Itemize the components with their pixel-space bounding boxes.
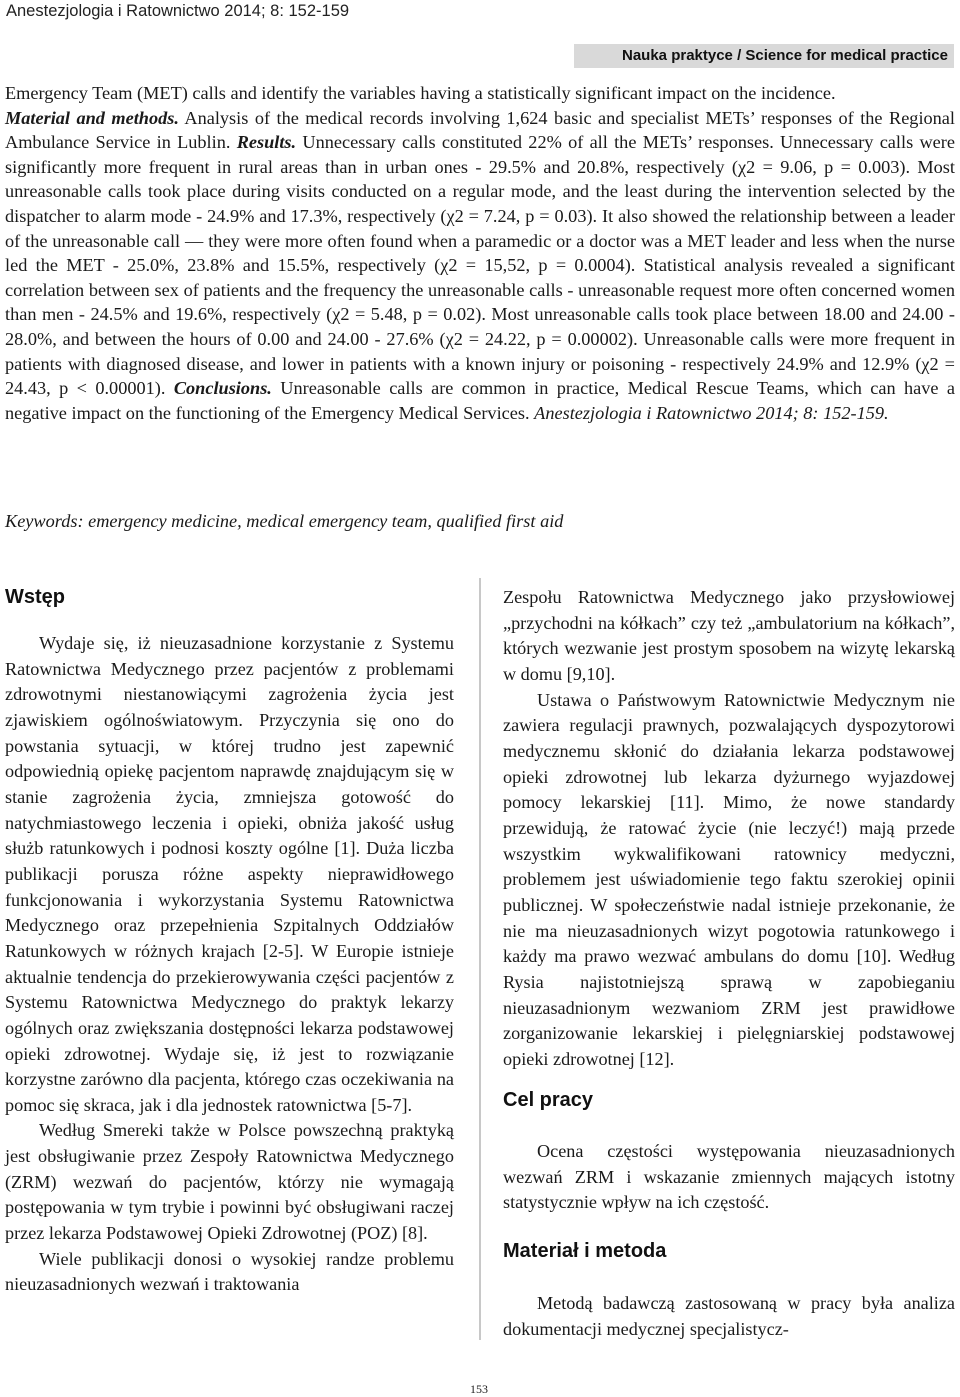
paragraph: Zespołu Ratownictwa Medycznego jako przysłowiowej „przychodni na kółkach” czy też „ambulatorium na kółkach”, których wezwanie jest prostym sposobem na wizytę lekarską w domu [9,10]. — [503, 587, 955, 684]
paragraph: Wydaje się, iż nieuzasadnione korzystanie z Systemu Ratownictwa Medycznego przez pacjentów z problemami zdrowotnymi niestanowiącymi zagrożenia życia jest zjawiskiem ogólnoświatowym. Przyczynia się ono do powstania sytuacji, w której trudno jest zapewnić odpowiednią opiekę pacjentom naprawdę znajdującym się w stanie zagrożenia życia, zmniejsza gotowość do natychmiastowego leczenia i opieki, obniża jakość usług służb ratunkowych i podnosi koszty ogólne [1]. Duża liczba publikacji porusza różne aspekty nieprawidłowego funkcjonowania i wykorzystania Systemu Ratownictwa Medycznego oraz przepełnienia Szpitalnych Oddziałów Ratunkowych w różnych krajach [2-5]. W Europie istnieje aktualnie tendencja do przekierowywania części pacjentów z Systemu Ratownictwa Medycznego do praktyk lekarzy ogólnych oraz zwiększania dostępności lekarza podstawowej opieki zdrowotnej. Wydaje się, iż jest to rozwiązanie korzystne zarówno dla pacjenta, którego czas oczekiwania na pomoc się skraca, jak i dla jednostek ratownictwa [5-7]. — [5, 633, 454, 1115]
right-column — [503, 585, 955, 1072]
paragraph: Metodą badawczą zastosowaną w pracy była analiza dokumentacji medycznej specjalistycz- — [503, 1293, 955, 1339]
paragraph: Ustawa o Państwowym Ratownictwie Medycznym nie zawiera regulacji prawnych, pozwalających dyspozytorowi medycznemu skłonić do działania lekarza podstawowej opieki zdrowotnej lub lekarza dyżurnego wyjazdowej pomocy lekarskiej [11]. Mimo, że nowe standardy przewidują, że ratować życie (nie leczyć!) mają przede wszystkim wykwalifikowani ratownicy medyczni, problemem jest uświadomienie tego faktu szerokiej opinii publicznej. W społeczeństwie nadal istnieje przekonanie, że nie ma nieuzasadnionych wizyt pogotowia ratunkowego i każdy ma prawo wezwać ambulans do domu [10]. Według Rysia najistotniejszą sprawą w zapobieganiu nieuzasadnionym wezwaniom ZRM jest prawidłowe zorganizowanie lekarskiej i pielęgniarskiej podstawowej opieki zdrowotnej [12]. — [503, 689, 955, 1069]
aim-section — [503, 1139, 955, 1216]
results-label: Results. — [236, 132, 297, 153]
left-column — [5, 631, 454, 1298]
keywords: Keywords: emergency medicine, medical emergency team, qualified first aid — [5, 511, 564, 531]
heading-methods: Materiał i metoda — [503, 1240, 667, 1262]
abstract-conclusions: Unreasonable calls are common in practice, Medical Rescue Teams, which can have a negative impact on the functioning of the Emergency Medical Services. — [5, 378, 956, 423]
abstract-methods: Analysis of the medical records involving 1,624 basic and specialist METs’ responses of the Regional Ambulance Service in Lublin. — [5, 107, 955, 153]
journal-header: Anestezjologia i Ratownictwo 2014; 8: 152-159 — [6, 2, 350, 20]
paragraph: Według Smereki także w Polsce powszechną praktyką jest obsługiwanie przez Zespoły Ratownictwa Medycznego (ZRM) wezwań do pacjentów, którzy nie wymagają postępowania w tym trybie i powinni być obsługiwani raczej przez lekarza Podstawowej Opieki Zdrowotnej (POZ) [8]. — [5, 1120, 454, 1244]
methods-label: Material and methods. — [5, 107, 179, 128]
abstract-text — [5, 81, 955, 425]
abstract-results: Unnecessary calls constituted 22% of all the METs’ responses. Unnecessary calls were significantly more frequent in rural areas than in urban ones - 29.5% and 20.8%, respectively (χ2 = 9.06, p = 0.003). Most unreasonable calls took place during visits conducted on a regular mode, and the least during the intervention selected by the dispatcher to alarm mode - 24.9% and 17.3%, respectively (χ2 = 7.24, p = 0.03). It also showed the relationship between a leader of the unreasonable call — they were more often found when a paramedic or a doctor was a MET leader and less when the nurse led the MET - 25.0%, 23.8% and 15.5%, respectively (χ2 = 15,52, p = 0.0004). Statistical analysis revealed a significant correlation between sex of patients and the frequency the unreasonable calls - unreasonable request more often concerned women than men - 24.5% and 19.6%, respectively (χ2 = 5.48, p = 0.02). Most unreasonable calls took place between 18.00 and 24.00 - 28.0%, and between the hours of 0.00 and 24.00 - 27.6% (χ2 = 24.22, p = 0.00002). Unreasonable calls were more frequent in patients with diagnosed disease, and lower in patients with a known injury or poisoning - respectively 24.9% and 12.9% (χ2 = 24.43, p < 0.00001). — [5, 132, 955, 399]
column-divider — [479, 578, 481, 1340]
conclusions-label: Conclusions. — [173, 378, 272, 399]
heading-aim: Cel pracy — [503, 1089, 594, 1111]
section-banner: Nauka praktyce / Science for medical practice — [574, 44, 954, 68]
paragraph: Wiele publikacji donosi o wysokiej randze problemu nieuzasadnionych wezwań i traktowania — [5, 1248, 454, 1295]
abstract-intro: Emergency Team (MET) calls and identify the variables having a statistically significant impact on the incidence. — [5, 83, 836, 103]
page-number: 153 — [470, 1382, 488, 1396]
abstract-citation: Anestezjologia i Ratownictwo 2014; 8: 152-159. — [534, 402, 889, 423]
methods-section — [503, 1291, 955, 1342]
heading-introduction: Wstęp — [5, 586, 65, 608]
paragraph: Ocena częstości występowania nieuzasadnionych wezwań ZRM i wskazanie zmiennych mających istotny statystycznie wpływ na ich częstość. — [503, 1141, 955, 1213]
